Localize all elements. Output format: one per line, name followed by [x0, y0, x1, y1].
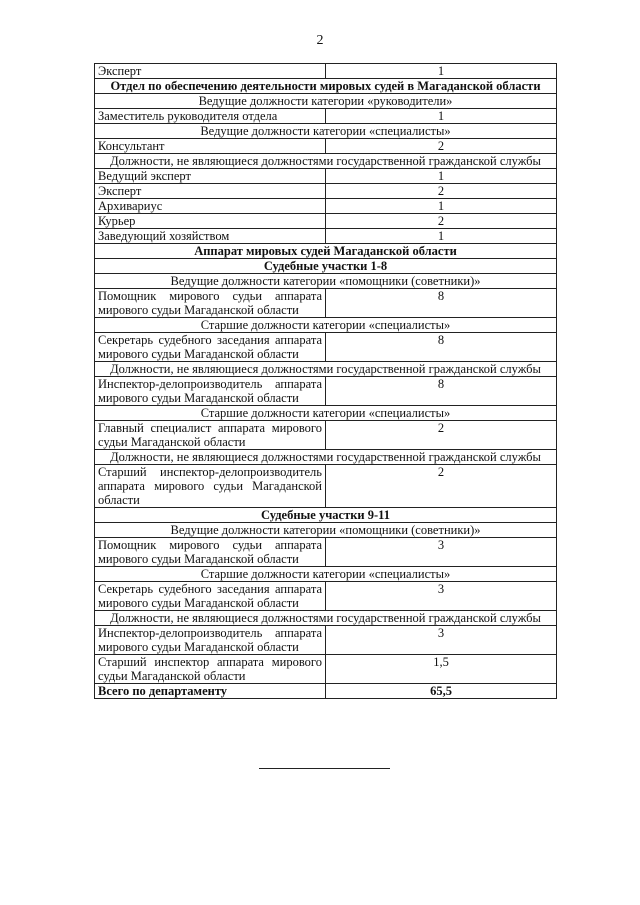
position-row	[95, 109, 557, 124]
position-row	[95, 169, 557, 184]
position-row	[95, 199, 557, 214]
position-row	[95, 64, 557, 79]
section-header-row	[95, 274, 557, 289]
section-header: Ведущие должности категории «помощники (советники)»	[95, 274, 557, 289]
total-value: 65,5	[326, 684, 557, 699]
position-row	[95, 289, 557, 318]
section-header: Должности, не являющиеся должностями государственной гражданской службы	[95, 154, 557, 169]
section-header-row	[95, 611, 557, 626]
page-number: 2	[316, 33, 324, 48]
section-header: Ведущие должности категории «специалисты»	[95, 124, 557, 139]
position-row	[95, 377, 557, 406]
position-row	[95, 655, 557, 684]
position-name: Консультант	[95, 139, 326, 154]
staffing-table	[94, 63, 557, 699]
position-row	[95, 184, 557, 199]
section-header-row	[95, 124, 557, 139]
position-row	[95, 229, 557, 244]
section-header-row	[95, 94, 557, 109]
position-name: Старший инспектор аппарата мирового судьи Магаданской области	[95, 655, 326, 684]
position-count: 2	[326, 421, 557, 450]
position-count: 1	[326, 199, 557, 214]
position-row	[95, 214, 557, 229]
position-row	[95, 421, 557, 450]
section-header: Старшие должности категории «специалисты»	[95, 406, 557, 421]
section-header-row	[95, 523, 557, 538]
position-name: Инспектор-делопроизводитель аппарата мирового судьи Магаданской области	[95, 626, 326, 655]
position-count: 3	[326, 626, 557, 655]
position-name: Заместитель руководителя отдела	[95, 109, 326, 124]
position-count: 2	[326, 139, 557, 154]
position-name: Заведующий хозяйством	[95, 229, 326, 244]
closing-rule	[259, 768, 390, 769]
position-count: 8	[326, 289, 557, 318]
section-header: Аппарат мировых судей Магаданской области	[95, 244, 557, 259]
position-count: 1,5	[326, 655, 557, 684]
position-row	[95, 582, 557, 611]
staffing-table-body	[95, 64, 557, 699]
position-count: 2	[326, 214, 557, 229]
section-header-row	[95, 244, 557, 259]
position-name: Секретарь судебного заседания аппарата мирового судьи Магаданской области	[95, 333, 326, 362]
section-header: Отдел по обеспечению деятельности мировых судей в Магаданской области	[95, 79, 557, 94]
position-row	[95, 538, 557, 567]
position-count: 1	[326, 229, 557, 244]
position-row	[95, 139, 557, 154]
section-header-row	[95, 567, 557, 582]
section-header-row	[95, 318, 557, 333]
position-row	[95, 333, 557, 362]
section-header-row	[95, 508, 557, 523]
position-name: Эксперт	[95, 64, 326, 79]
position-name: Архивариус	[95, 199, 326, 214]
position-count: 2	[326, 184, 557, 199]
section-header-row	[95, 259, 557, 274]
position-name: Инспектор-делопроизводитель аппарата мирового судьи Магаданской области	[95, 377, 326, 406]
position-count: 2	[326, 465, 557, 508]
position-count: 1	[326, 169, 557, 184]
position-name: Старший инспектор-делопроизводитель аппарата мирового судьи Магаданской области	[95, 465, 326, 508]
position-row	[95, 626, 557, 655]
section-header: Должности, не являющиеся должностями государственной гражданской службы	[95, 611, 557, 626]
section-header-row	[95, 362, 557, 377]
section-header: Должности, не являющиеся должностями государственной гражданской службы	[95, 362, 557, 377]
position-name: Курьер	[95, 214, 326, 229]
position-name: Помощник мирового судьи аппарата мирового судьи Магаданской области	[95, 289, 326, 318]
position-count: 8	[326, 377, 557, 406]
position-count: 1	[326, 109, 557, 124]
position-name: Главный специалист аппарата мирового судьи Магаданской области	[95, 421, 326, 450]
section-header-row	[95, 154, 557, 169]
section-header: Судебные участки 9-11	[95, 508, 557, 523]
position-count: 8	[326, 333, 557, 362]
total-label: Всего по департаменту	[95, 684, 326, 699]
section-header: Старшие должности категории «специалисты»	[95, 567, 557, 582]
section-header: Старшие должности категории «специалисты»	[95, 318, 557, 333]
section-header: Должности, не являющиеся должностями государственной гражданской службы	[95, 450, 557, 465]
position-count: 3	[326, 538, 557, 567]
position-name: Секретарь судебного заседания аппарата мирового судьи Магаданской области	[95, 582, 326, 611]
total-row	[95, 684, 557, 699]
position-count: 3	[326, 582, 557, 611]
section-header-row	[95, 406, 557, 421]
section-header-row	[95, 450, 557, 465]
section-header: Ведущие должности категории «руководители»	[95, 94, 557, 109]
section-header: Ведущие должности категории «помощники (советники)»	[95, 523, 557, 538]
position-name: Помощник мирового судьи аппарата мирового судьи Магаданской области	[95, 538, 326, 567]
position-name: Ведущий эксперт	[95, 169, 326, 184]
position-count: 1	[326, 64, 557, 79]
position-row	[95, 465, 557, 508]
section-header: Судебные участки 1-8	[95, 259, 557, 274]
position-name: Эксперт	[95, 184, 326, 199]
section-header-row	[95, 79, 557, 94]
